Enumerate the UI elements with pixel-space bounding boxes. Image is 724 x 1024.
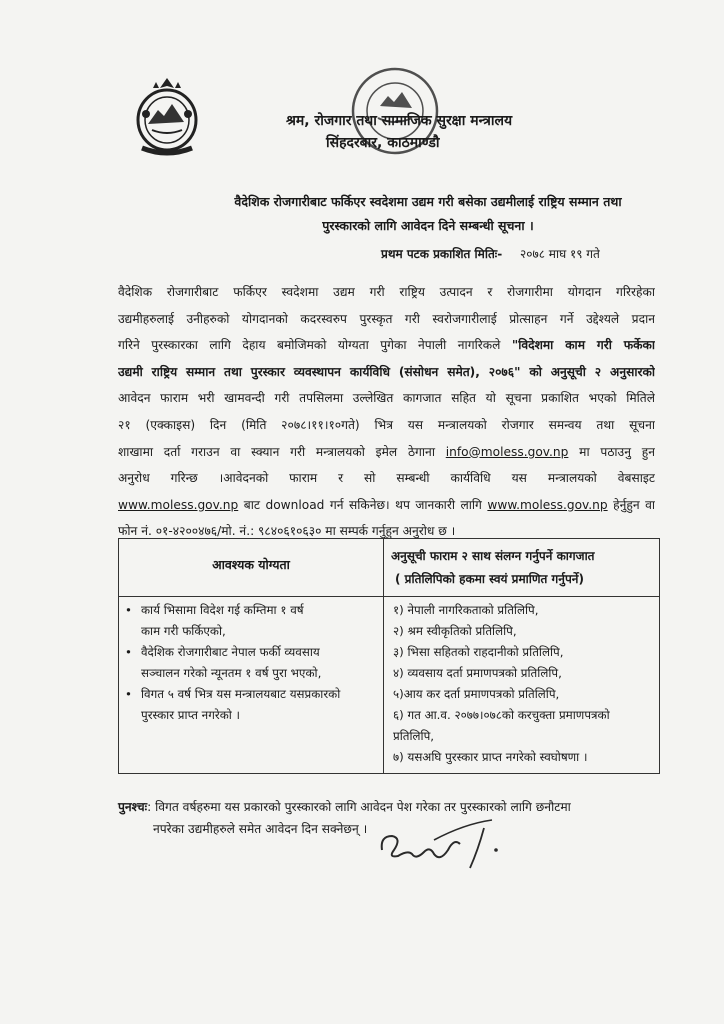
qualification-item: • कार्य भिसामा विदेश गई कम्तिमा १ वर्ष	[123, 600, 377, 621]
qualification-item-cont: काम गरी फर्किएको,	[141, 624, 226, 638]
procedure-title-cont: उद्यमी राष्ट्रिय सम्मान तथा पुरस्कार व्यवस्थापन कार्यविधि (संसोधन समेत), २०७६" को अनुसूची २ अनुसारको	[118, 364, 655, 379]
publication-date-value: २०७८ माघ १९ गते	[520, 247, 600, 261]
documents-list	[393, 600, 655, 768]
postscript-line: नपरेका उद्यमीहरुले समेत आवेदन दिन सक्नेछन् ।	[153, 822, 368, 836]
ministry-heading	[286, 110, 546, 154]
website-link-2[interactable]: www.moless.gov.np	[487, 497, 608, 512]
qualification-item-cont: सञ्चालन गरेको न्यूनतम १ वर्ष पुरा भएको,	[141, 666, 322, 680]
body-line: शाखामा दर्ता गराउन वा स्क्यान गरी मन्त्रालयको इमेल ठेगाना info@moless.gov.np मा पठाउनु हुन	[118, 444, 655, 459]
documents-header-line: अनुसूची फाराम २ साथ संलग्न गर्नुपर्ने कागजात	[391, 549, 595, 563]
procedure-title: "विदेशमा काम गरी फर्केका	[511, 338, 655, 353]
body-line	[118, 359, 655, 386]
notice-subject	[198, 190, 658, 238]
header-divider	[119, 596, 659, 597]
notice-body	[118, 279, 655, 545]
subject-line: वैदेशिक रोजगारीबाट फर्किएर स्वदेशमा उद्यम गरी बसेका उद्यमीलाई राष्ट्रिय सम्मान तथा	[234, 194, 622, 209]
body-line: उद्यमीहरुलाई उनीहरुको योगदानको कदरस्वरुप पुरस्कृत गरी स्वरोजगारीलाई प्रोत्साहन गर्ने उद्देश्यले प्रदान	[118, 311, 655, 326]
body-line: २१ (एक्काइस) दिन (मिति २०७८।११।१०गते) भित्र यस मन्त्रालयको रोजगार समन्वय तथा सूचना	[118, 417, 655, 432]
ministry-name: श्रम, रोजगार तथा सामाजिक सुरक्षा मन्त्रालय	[286, 113, 513, 129]
document-item: ४) व्यवसाय दर्ता प्रमाणपत्रको प्रतिलिपि,	[393, 666, 562, 680]
document-item: ६) गत आ.व. २०७७।०७८को करचुक्ता प्रमाणपत्रको	[393, 708, 610, 722]
documents-header-line: ( प्रतिलिपिको हकमा स्वयं प्रमाणित गर्नुपर्ने)	[395, 572, 584, 586]
body-line: गरिने पुरस्कारका लागि देहाय बमोजिमको योग्यता पुगेका नेपाली नागरिकले "विदेशमा काम गरी फर्केका	[118, 338, 655, 353]
body-line: फोन नं. ०१-४२००४७६/मो. नं.: ९८४०६१०६३० मा सम्पर्क गर्नुहुन अनुरोध छ ।	[118, 524, 456, 539]
body-line: अनुरोध गरिन्छ ।आवेदनको फाराम र सो सम्बन्धी कार्यविधि यस मन्त्रालयको वेबसाइट	[118, 471, 655, 486]
body-line: आवेदन फाराम भरी खामवन्दी गरी तपसिलमा उल्लेखित कागजात सहित यो सूचना प्रकाशित भएको मितिले	[118, 391, 655, 406]
body-line: www.moless.gov.np बाट download गर्न सकिनेछ। थप जानकारी लागि www.moless.gov.np हेर्नुहुन वा	[118, 497, 655, 512]
document-item: ५)आय कर दर्ता प्रमाणपत्रको प्रतिलिपि,	[393, 687, 560, 701]
office-location: सिंहदरबार, काठमाण्डौ	[326, 135, 440, 151]
document-item: ७) यसअघि पुरस्कार प्राप्त नगरेको स्वघोषणा ।	[393, 750, 588, 764]
document-item-cont: प्रतिलिपि,	[393, 729, 435, 743]
publication-date-label: प्रथम पटक प्रकाशित मितिः-	[381, 247, 503, 261]
postscript-label: पुनश्चः	[118, 800, 148, 814]
qualification-item: • विगत ५ वर्ष भित्र यस मन्त्रालयबाट यसप्रकारको	[123, 684, 377, 705]
email-link[interactable]: info@moless.gov.np	[445, 444, 569, 459]
postscript-line: पुनश्चः: विगत वर्षहरुमा यस प्रकारको पुरस्कारको लागि आवेदन पेश गरेका तर पुरस्कारको लागि छनौटमा	[118, 800, 571, 814]
qualification-header: आवश्यक योग्यता	[212, 557, 290, 572]
qualification-item-cont: पुरस्कार प्राप्त नगरेको ।	[141, 708, 241, 722]
documents-header	[391, 545, 659, 591]
requirements-table	[118, 538, 660, 774]
document-item: १) नेपाली नागरिकताको प्रतिलिपि,	[393, 603, 539, 617]
body-line: वैदेशिक रोजगारीबाट फर्किएर स्वदेशमा उद्यम गरी राष्ट्रिय उत्पादन र रोजगारीमा योगदान गरिरहेका	[118, 285, 655, 299]
signature-icon	[374, 810, 514, 880]
nepal-government-emblem-icon	[134, 74, 200, 162]
document-item: २) श्रम स्वीकृतिको प्रतिलिपि,	[393, 624, 517, 638]
publication-date	[381, 245, 651, 263]
website-link[interactable]: www.moless.gov.np	[118, 497, 239, 512]
document-item: ३) भिसा सहितको राहदानीको प्रतिलिपि,	[393, 645, 564, 659]
subject-line: पुरस्कारको लागि आवेदन दिने सम्बन्धी सूचना ।	[322, 218, 534, 233]
column-divider	[383, 539, 384, 773]
qualification-list	[123, 600, 377, 726]
qualification-item: • वैदेशिक रोजगारीबाट नेपाल फर्की व्यवसाय	[123, 642, 377, 663]
